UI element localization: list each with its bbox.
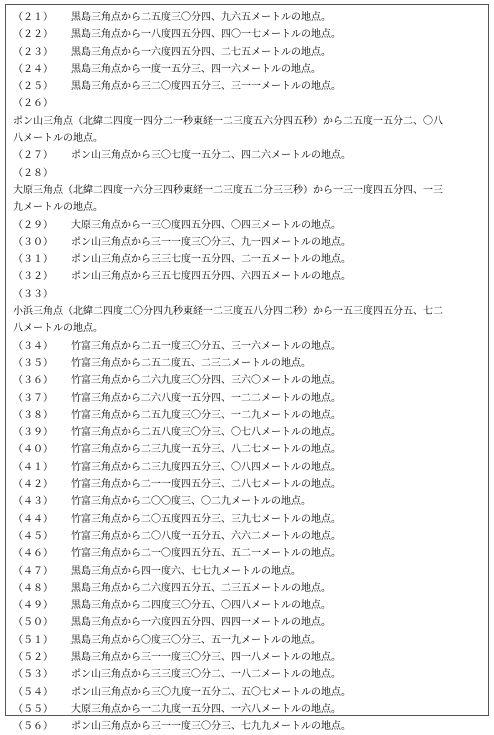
item-text: ポン山三角点（北緯二四度一四分二一秒東経一二三度五六分四五秒）から二五度一五分二、〇八 [13, 115, 443, 127]
document-line [13, 580, 484, 597]
item-text: 黒島三角点から二五度三〇分四、九六五メートルの地点。 [71, 12, 331, 23]
item-text: 竹富三角点から二一一度四五分三、二八七メートルの地点。 [71, 479, 341, 491]
item-text: 竹富三角点から二〇五度四五分三、三九七メートルの地点。 [71, 513, 341, 525]
item-number: （３５） [13, 357, 53, 369]
item-text: 竹富三角点から二五一度三〇分五、三一六メートルの地点。 [71, 340, 341, 352]
document-line [13, 459, 484, 476]
item-number: （３７） [13, 392, 53, 404]
item-text: 竹富三角点から二三九度一五分三、八二七メートルの地点。 [71, 444, 341, 456]
item-text: 黒島三角点から一度一五分三、四一六メートルの地点。 [71, 63, 321, 75]
item-number: （２７） [13, 150, 53, 162]
item-text: 竹富三角点から二一〇度四五分五、五二一メートルの地点。 [71, 548, 341, 560]
item-number: （４４） [13, 513, 53, 525]
document-line [13, 234, 484, 251]
item-text: 竹富三角点から二三九度四五分三、〇八四メートルの地点。 [71, 461, 341, 473]
document-line [13, 649, 484, 666]
document-line [13, 597, 484, 614]
item-text: ポン山三角点から三一一度三〇分三、七九九メートルの地点。 [71, 721, 351, 733]
item-number: （３９） [13, 427, 53, 439]
item-text: 黒島三角点から一六度四五分四、二七五メートルの地点。 [71, 46, 331, 58]
item-number: （４１） [13, 461, 53, 473]
document-line [13, 372, 484, 389]
document-line [13, 95, 484, 112]
document-line [13, 563, 484, 580]
item-number: （３４） [13, 340, 53, 352]
document-line [13, 130, 484, 147]
document-line [13, 718, 484, 735]
item-text: 大原三角点（北緯二四度一六分三四秒東経一二三度五二分三三秒）から一三一度四五分四、一三 [13, 184, 443, 196]
document-line [13, 511, 484, 528]
item-text: 竹富三角点から二〇〇度三、〇二九メートルの地点。 [71, 496, 311, 508]
document-line [13, 320, 484, 337]
item-number: （３２） [13, 271, 53, 283]
item-number: （２２） [13, 29, 53, 41]
item-number: （４７） [13, 565, 53, 577]
item-text: 竹富三角点から二〇八度一五分五、六六二メートルの地点。 [71, 530, 341, 542]
item-number: （５４） [13, 686, 53, 698]
document-line [13, 268, 484, 285]
item-text: ポン山三角点から三一一度三〇分三、九一四メートルの地点。 [71, 236, 351, 248]
item-text: ポン山三角点から三〇九度一五分二、五〇七メートルの地点。 [71, 686, 351, 698]
item-text: 竹富三角点から二六八度一五分四、一二二メートルの地点。 [71, 392, 341, 404]
item-text: 黒島三角点から三一一度三〇分三、四一八メートルの地点。 [71, 651, 341, 663]
document-line [13, 286, 484, 303]
item-number: （３３） [13, 288, 53, 300]
item-number: （５１） [13, 634, 53, 646]
document-line [13, 441, 484, 458]
item-number: （２３） [13, 46, 53, 58]
item-text: 黒島三角点から一六度四五分四、四四一メートルの地点。 [71, 617, 331, 629]
document-line [13, 78, 484, 95]
document-line [13, 182, 484, 199]
item-text: 大原三角点から一三〇度四五分四、〇四三メートルの地点。 [71, 219, 341, 231]
document-line [13, 26, 484, 43]
document-line [13, 303, 484, 320]
item-text: 黒島三角点から二四度三〇分五、〇四八メートルの地点。 [71, 600, 331, 612]
item-number: （４８） [13, 582, 53, 594]
item-text: 竹富三角点から二六九度三〇分四、三六〇メートルの地点。 [71, 375, 341, 387]
document-line [13, 61, 484, 78]
document-line [13, 424, 484, 441]
document-line [13, 251, 484, 268]
document-line [13, 147, 484, 164]
item-text: 黒島三角点から二六度四五分五、二三五メートルの地点。 [71, 582, 331, 594]
document-line [13, 390, 484, 407]
item-number: （２９） [13, 219, 53, 231]
document-line [13, 545, 484, 562]
item-number: （２８） [13, 167, 53, 179]
item-number: （５６） [13, 721, 53, 733]
item-text: ポン山三角点から三五七度四五分四、六四五メートルの地点。 [71, 271, 351, 283]
item-number: （２６） [13, 98, 53, 110]
document-line [13, 632, 484, 649]
document-line [13, 199, 484, 216]
document-body [13, 9, 484, 735]
item-text: 九メートルの地点。 [13, 202, 103, 214]
item-number: （５３） [13, 669, 53, 681]
item-number: （５２） [13, 651, 53, 663]
item-number: （４３） [13, 496, 53, 508]
document-line [13, 165, 484, 182]
item-number: （３０） [13, 236, 53, 248]
document-line [13, 407, 484, 424]
item-text: 八メートルの地点。 [13, 133, 103, 145]
item-text: 黒島三角点から三二〇度四五分三、三一一メートルの地点。 [71, 81, 341, 93]
item-number: （４６） [13, 548, 53, 560]
item-text: 竹富三角点から二五二度五、二三二メートルの地点。 [71, 357, 311, 369]
item-number: （２５） [13, 81, 53, 93]
item-number: （２１） [13, 12, 53, 23]
item-text: ポン山三角点から三〇七度一五分二、四二六メートルの地点。 [71, 150, 351, 162]
item-number: （４２） [13, 479, 53, 491]
document-line [13, 355, 484, 372]
item-text: 八メートルの地点。 [13, 323, 103, 335]
document-line [13, 684, 484, 701]
document-line [13, 9, 484, 26]
item-number: （４９） [13, 600, 53, 612]
document-line [13, 701, 484, 718]
item-number: （２４） [13, 63, 53, 75]
document-line [13, 113, 484, 130]
document-line [13, 614, 484, 631]
document-line [13, 528, 484, 545]
item-text: 黒島三角点から一八度四五分四、四〇一七メートルの地点。 [71, 29, 341, 41]
item-text: 小浜三角点（北緯二四度二〇分四九秒東経一二三度五八分四二秒）から一五三度四五分五、七二 [13, 306, 443, 318]
item-number: （４０） [13, 444, 53, 456]
item-number: （４５） [13, 530, 53, 542]
item-text: ポン山三角点から三三度三〇分二、一八二メートルの地点。 [71, 669, 341, 681]
item-text: 竹富三角点から二五八度三〇分三、〇七八メートルの地点。 [71, 427, 341, 439]
document-frame [5, 4, 489, 733]
document-line [13, 338, 484, 355]
item-number: （５０） [13, 617, 53, 629]
item-text: ポン山三角点から三三七度一五分四、二一五メートルの地点。 [71, 254, 351, 266]
document-line [13, 217, 484, 234]
item-text: 黒島三角点から四一度六、七七九メートルの地点。 [71, 565, 301, 577]
item-number: （３８） [13, 409, 53, 421]
item-text: 大原三角点から一二九度一五分四、一六八メートルの地点。 [71, 703, 341, 715]
item-text: 黒島三角点から〇度三〇分三、五一九メートルの地点。 [71, 634, 321, 646]
item-number: （５５） [13, 703, 53, 715]
item-number: （３１） [13, 254, 53, 266]
item-text: 竹富三角点から二五九度三〇分三、一二九メートルの地点。 [71, 409, 341, 421]
document-line [13, 666, 484, 683]
item-number: （３６） [13, 375, 53, 387]
document-line [13, 493, 484, 510]
document-line [13, 44, 484, 61]
document-line [13, 476, 484, 493]
